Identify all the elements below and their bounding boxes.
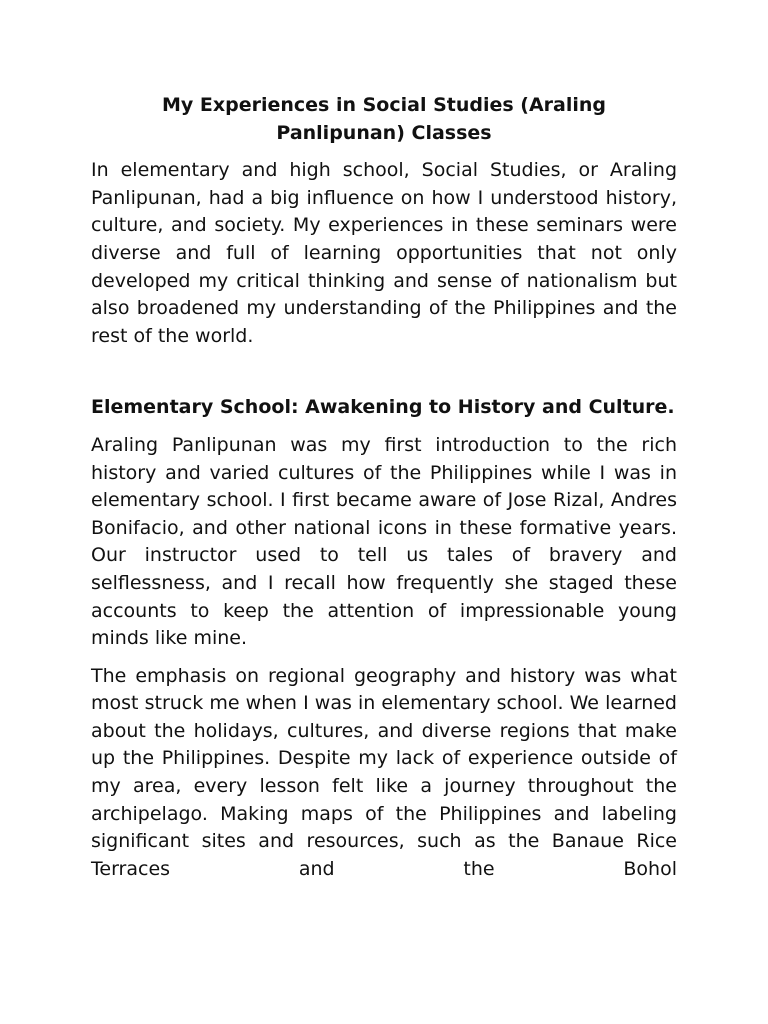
body-paragraph: Araling Panlipunan was my first introduction to the rich history and varied cultures of the Philippines while I was in elementary school. I first became aware of Jose Rizal, Andres Bonifacio, and other national icons in these formative years. Our instructor used to tell us tales of bravery and selflessness, and I recall how frequently she staged these accounts to keep the attention of impressionable young minds like mine. [91,433,677,650]
intro-paragraph: In elementary and high school, Social Studies, or Araling Panlipunan, had a big influence on how I understood history, culture, and society. My experiences in these seminars were diverse and full of learning opportunities that not only developed my critical thinking and sense of nationalism but also broadened my understanding of the Philippines and the rest of the world. [91,159,677,347]
section-heading: Elementary School: Awakening to History and Culture. [91,396,675,419]
document-page [91,92,677,893]
document-title: My Experiences in Social Studies (Araling Panlipunan) Classes [161,94,607,144]
section-spacer [91,360,677,394]
body-paragraph: The emphasis on regional geography and history was what most struck me when I was in elementary school. We learned about the holidays, cultures, and diverse regions that make up the Philippines. Despite my lack of experience outside of my area, every lesson felt like a journey throughout the archipelago. Making maps of the Philippines and labeling significant sites and resources, such as the Banaue Rice Terraces and the Bohol [91,664,677,880]
